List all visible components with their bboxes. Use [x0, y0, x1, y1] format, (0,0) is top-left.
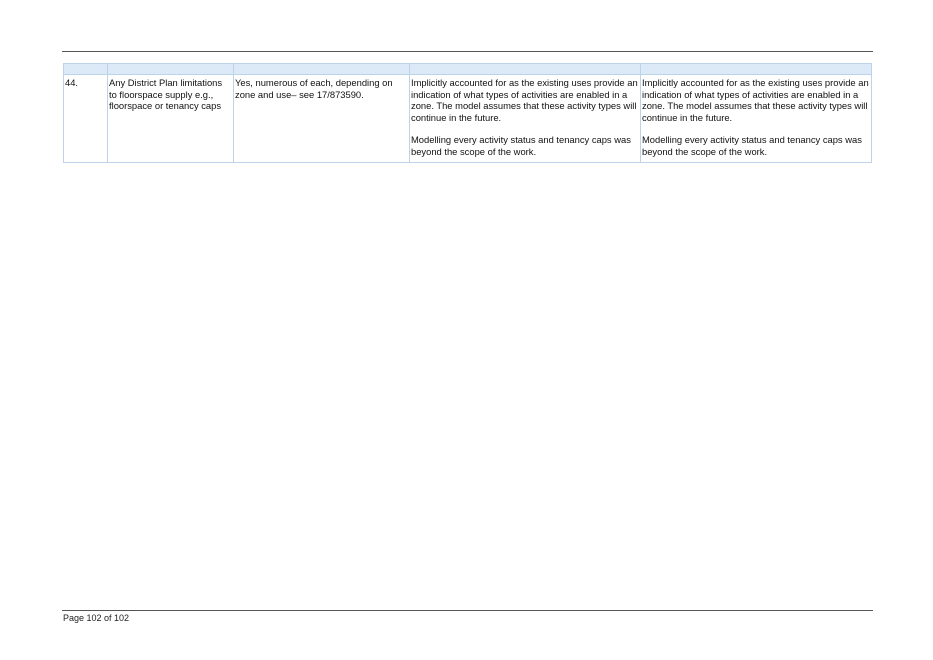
row-col5 — [641, 75, 872, 163]
footer-rule — [62, 610, 873, 611]
table-header — [64, 64, 872, 75]
header-rule — [62, 51, 873, 52]
row-item: Any District Plan limitations to floorspace supply e.g., floorspace or tenancy caps — [108, 75, 234, 163]
row-number: 44. — [64, 75, 108, 163]
row-col4 — [410, 75, 641, 163]
header-cell-response — [234, 64, 410, 75]
header-cell-col5 — [641, 64, 872, 75]
row-col4-paragraph-2: Modelling every activity status and tenancy caps was beyond the scope of the work. — [411, 134, 631, 157]
header-cell-col4 — [410, 64, 641, 75]
row-col5-paragraph-2: Modelling every activity status and tenancy caps was beyond the scope of the work. — [642, 134, 862, 157]
row-col4-paragraph-1: Implicitly accounted for as the existing uses provide an indication of what types of activities are enabled in a zone. The model assumes that these activity types will continue in the future. — [411, 77, 638, 123]
page-number: Page 102 of 102 — [63, 613, 130, 623]
table-row — [64, 75, 872, 163]
row-col5-paragraph-1: Implicitly accounted for as the existing uses provide an indication of what types of activities are enabled in a zone. The model assumes that these activity types will continue in the future. — [642, 77, 869, 123]
row-response: Yes, numerous of each, depending on zone and use– see 17/873590. — [234, 75, 410, 163]
table-header-row — [64, 64, 872, 75]
response-table — [63, 63, 872, 163]
header-cell-number — [64, 64, 108, 75]
header-cell-item — [108, 64, 234, 75]
